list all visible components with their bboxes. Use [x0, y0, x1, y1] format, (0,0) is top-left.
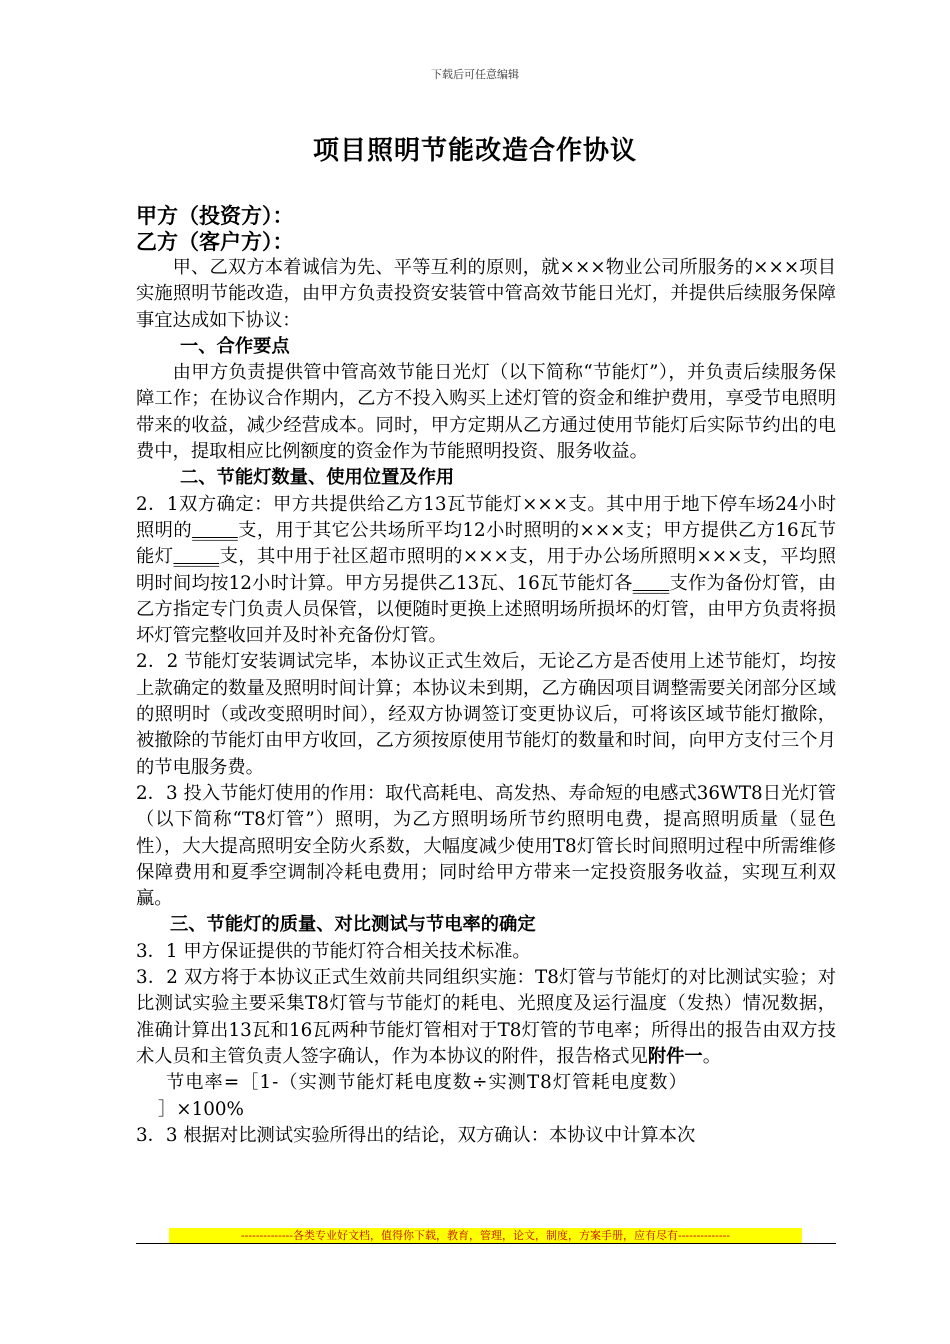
formula-line-2: ］×100% [158, 1098, 244, 1120]
header-note: 下载后可任意编辑 [431, 68, 519, 81]
clause-3-3: 3．3 根据对比测试实验所得出的结论，双方确认：本协议中计算本次 [136, 1124, 696, 1146]
clause-3-1: 3．1 甲方保证提供的节能灯符合相关技术标准。 [136, 940, 531, 962]
blank-field-2: _____ [173, 546, 220, 568]
blank-field-1: _____ [192, 519, 238, 541]
document-body [136, 203, 836, 1149]
clause-2-1-part-d: 支作为备份灯管，由乙方指定专门负责人员保管，以便随时更换上述照明场所损坏的灯管，由甲方负责将损坏灯管完整收回并及时补充备份灯管。 [136, 572, 837, 647]
clause-3-2 [136, 965, 836, 1070]
section-1-text: 由甲方负责提供管中管高效节能日光灯（以下简称“节能灯”），并负责后续服务保障工作；在协议合作期内，乙方不投入购买上述灯管的资金和维护费用，享受节电照明带来的收益，减少经营成本。同时，甲方定期从乙方通过使用节能灯后实际节约出的电费中，提取相应比例额度的资金作为节能照明投资、服务收益。 [136, 362, 836, 463]
formula-line-1: 节电率=［1-（实测节能灯耗电度数÷实测T8灯管耗电度数） [166, 1072, 688, 1094]
footer-divider [136, 1243, 836, 1244]
footer-banner: --------------各类专业好文档，值得你下载，教育，管理，论文，制度，方案手册，应有尽有-------------- [169, 1228, 802, 1243]
document-title: 项目照明节能改造合作协议 [312, 136, 637, 166]
party-a-label: 甲方（投资方）： [136, 204, 294, 228]
clause-2-3: 2．3 投入节能灯使用的作用：取代高耗电、高发热、寿命短的电感式36WT8日光灯管（以下简称“T8灯管”）照明，为乙方照明场所节约照明电费，提高照明质量（显色性），大大提高照明安全防火系数，大幅度减少使用T8灯管长时间照明过程中所需维修保障费用和夏季空调制冷耗电费用；同时给甲方带来一定投资服务收益，实现互利双赢。 [136, 782, 836, 910]
section-2-heading: 二、节能灯数量、使用位置及作用 [180, 467, 455, 489]
section-3-heading: 三、节能灯的质量、对比测试与节电率的确定 [170, 914, 536, 936]
clause-2-1-part-c: 支，其中用于社区超市照明的×××支，用于办公场所照明×××支，平均照明时间均按12小时计算。甲方另提供乙13瓦、16瓦节能灯各 [136, 546, 837, 594]
clause-3-2-end: 。 [702, 1045, 721, 1067]
clause-2-1-part-a: 2．1双方确定：甲方共提供给乙方13瓦节能灯×××支。其中用于地下停车场24小时照明的 [136, 493, 836, 541]
clause-3-2-text: 3．2 双方将于本协议正式生效前共同组织实施：T8灯管与节能灯的对比测试实验；对比测试实验主要采集T8灯管与节能灯的耗电、光照度及运行温度（发热）情况数据，准确计算出13瓦和16瓦两种节能灯管相对于T8灯管的节电率；所得出的报告由双方技术人员和主管负责人签字确认，作为本协议的附件，报告格式见 [136, 967, 836, 1067]
party-b-label: 乙方（客户方）： [136, 230, 294, 254]
clause-2-1 [136, 492, 836, 650]
intro-paragraph: 甲、乙双方本着诚信为先、平等互利的原则，就×××物业公司所服务的×××项目实施照明节能改造，由甲方负责投资安装管中管高效节能日光灯，并提供后续服务保障事宜达成如下协议： [136, 257, 836, 331]
attachment-one-ref: 附件一 [647, 1045, 703, 1067]
clause-2-2: 2．2 节能灯安装调试完毕，本协议正式生效后，无论乙方是否使用上述节能灯，均按上款确定的数量及照明时间计算；本协议未到期，乙方确因项目调整需要关闭部分区域的照明时（或改变照明时间），经双方协调签订变更协议后，可将该区域节能灯撤除，被撤除的节能灯由甲方收回，乙方须按原使用节能灯的数量和时间，向甲方支付三个月的节电服务费。 [136, 651, 836, 778]
clause-2-1-part-b: 支，用于其它公共场所平均12小时照明的×××支；甲方提供乙方16瓦节能灯 [136, 519, 836, 568]
blank-field-3: ____ [632, 572, 670, 594]
section-1-heading: 一、合作要点 [180, 335, 290, 357]
